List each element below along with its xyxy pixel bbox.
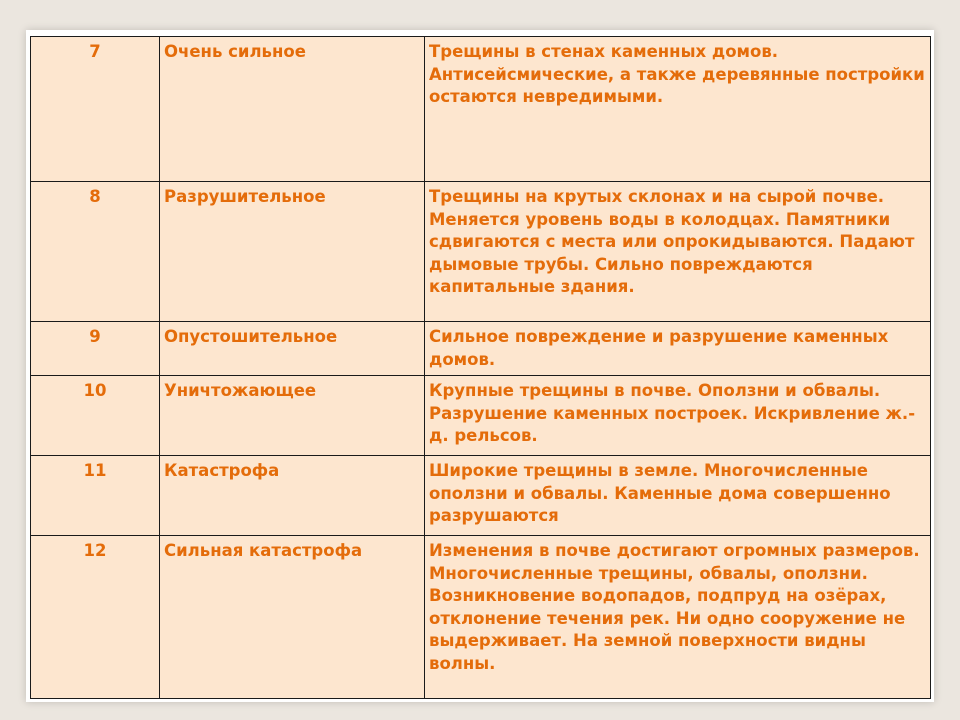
intensity-description: Изменения в почве достигают огромных размеров. Многочисленные трещины, обвалы, оползни. Возникновение водопадов, подпруд на озёрах, отклонение течения рек. Ни одно сооружение не выдерживает. На земной поверхности видны волны. bbox=[425, 536, 931, 699]
table-row bbox=[31, 376, 931, 456]
intensity-number: 7 bbox=[31, 37, 160, 182]
intensity-number: 8 bbox=[31, 182, 160, 322]
intensity-number: 12 bbox=[31, 536, 160, 699]
intensity-name: Катастрофа bbox=[160, 456, 425, 536]
intensity-description: Широкие трещины в земле. Многочисленные оползни и обвалы. Каменные дома совершенно разрушаются bbox=[425, 456, 931, 536]
intensity-number: 11 bbox=[31, 456, 160, 536]
intensity-name: Опустошительное bbox=[160, 322, 425, 376]
intensity-description: Трещины в стенах каменных домов. Антисейсмические, а также деревянные постройки остаются невредимыми. bbox=[425, 37, 931, 182]
intensity-name: Разрушительное bbox=[160, 182, 425, 322]
intensity-name: Уничтожающее bbox=[160, 376, 425, 456]
table-row bbox=[31, 37, 931, 182]
intensity-number: 10 bbox=[31, 376, 160, 456]
table-row bbox=[31, 182, 931, 322]
table-row bbox=[31, 536, 931, 699]
intensity-name: Сильная катастрофа bbox=[160, 536, 425, 699]
intensity-description: Крупные трещины в почве. Оползни и обвалы. Разрушение каменных построек. Искривление ж.-д. рельсов. bbox=[425, 376, 931, 456]
table-row bbox=[31, 456, 931, 536]
earthquake-intensity-table bbox=[30, 36, 931, 699]
intensity-name: Очень сильное bbox=[160, 37, 425, 182]
intensity-description: Сильное повреждение и разрушение каменных домов. bbox=[425, 322, 931, 376]
intensity-description: Трещины на крутых склонах и на сырой почве. Меняется уровень воды в колодцах. Памятники сдвигаются с места или опрокидываются. Падают дымовые трубы. Сильно повреждаются капитальные здания. bbox=[425, 182, 931, 322]
intensity-number: 9 bbox=[31, 322, 160, 376]
table-row bbox=[31, 322, 931, 376]
